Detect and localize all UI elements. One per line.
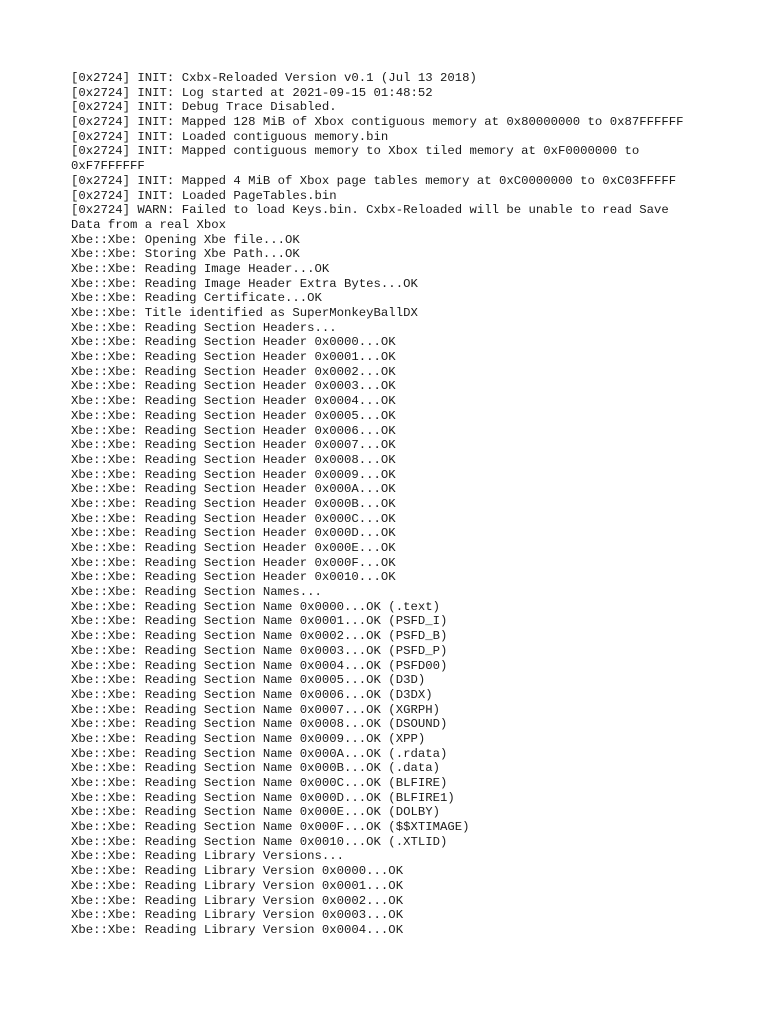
log-line: Xbe::Xbe: Reading Library Versions... bbox=[71, 849, 345, 864]
log-line: [0x2724] INIT: Mapped 128 MiB of Xbox contiguous memory at 0x80000000 to 0x87FFFFFF bbox=[71, 115, 684, 130]
log-line: Xbe::Xbe: Reading Section Name 0x0008...OK (DSOUND) bbox=[71, 717, 448, 732]
log-line: Xbe::Xbe: Reading Section Headers... bbox=[71, 320, 337, 335]
log-line: Xbe::Xbe: Reading Section Header 0x0010...OK bbox=[71, 570, 396, 585]
log-line: Xbe::Xbe: Reading Library Version 0x0001...OK bbox=[71, 878, 404, 893]
log-line: Xbe::Xbe: Reading Section Name 0x0003...OK (PSFD_P) bbox=[71, 643, 448, 658]
log-line: Data from a real Xbox bbox=[71, 217, 226, 232]
log-line: Xbe::Xbe: Reading Library Version 0x0002...OK bbox=[71, 893, 404, 908]
log-line: Xbe::Xbe: Reading Section Header 0x000A...OK bbox=[71, 482, 396, 497]
log-line: Xbe::Xbe: Reading Library Version 0x0003...OK bbox=[71, 908, 404, 923]
log-document bbox=[71, 71, 761, 938]
log-line: Xbe::Xbe: Reading Section Header 0x000C...OK bbox=[71, 511, 396, 526]
log-line: Xbe::Xbe: Reading Section Name 0x0001...OK (PSFD_I) bbox=[71, 614, 448, 629]
log-line: [0x2724] INIT: Debug Trace Disabled. bbox=[71, 100, 337, 115]
log-line: Xbe::Xbe: Reading Section Names... bbox=[71, 585, 322, 600]
log-line: Xbe::Xbe: Reading Section Header 0x0004...OK bbox=[71, 394, 396, 409]
log-line: Xbe::Xbe: Opening Xbe file...OK bbox=[71, 232, 300, 247]
log-line: Xbe::Xbe: Reading Section Name 0x000A...OK (.rdata) bbox=[71, 746, 448, 761]
log-line: Xbe::Xbe: Reading Section Name 0x0007...OK (XGRPH) bbox=[71, 702, 440, 717]
log-line: Xbe::Xbe: Reading Section Name 0x0002...OK (PSFD_B) bbox=[71, 629, 448, 644]
log-line: Xbe::Xbe: Reading Section Header 0x000E...OK bbox=[71, 541, 396, 555]
log-line: Xbe::Xbe: Reading Section Header 0x000D...OK bbox=[71, 526, 396, 541]
log-line: Xbe::Xbe: Reading Section Name 0x000B...OK (.data) bbox=[71, 761, 440, 776]
log-line: [0x2724] INIT: Mapped 4 MiB of Xbox page tables memory at 0xC0000000 to 0xC03FFFFF bbox=[71, 173, 677, 188]
log-line: Xbe::Xbe: Reading Section Name 0x0010...OK (.XTLID) bbox=[71, 834, 448, 849]
log-line: [0x2724] WARN: Failed to load Keys.bin. Cxbx-Reloaded will be unable to read Save bbox=[71, 203, 669, 218]
log-line: Xbe::Xbe: Reading Section Header 0x0005...OK bbox=[71, 408, 396, 423]
log-line: Xbe::Xbe: Reading Section Name 0x000E...OK (DOLBY) bbox=[71, 805, 440, 820]
log-line: Xbe::Xbe: Reading Section Header 0x000B...OK bbox=[71, 496, 396, 511]
log-line: Xbe::Xbe: Reading Section Header 0x0000...OK bbox=[71, 335, 396, 350]
log-line: Xbe::Xbe: Reading Section Name 0x000D...OK (BLFIRE1) bbox=[71, 790, 455, 805]
log-line: Xbe::Xbe: Reading Section Name 0x0005...OK (D3D) bbox=[71, 673, 426, 688]
log-line: [0x2724] INIT: Cxbx-Reloaded Version v0.1 (Jul 13 2018) bbox=[71, 71, 477, 85]
log-line: Xbe::Xbe: Reading Section Header 0x0002...OK bbox=[71, 364, 396, 379]
log-line: Xbe::Xbe: Reading Section Header 0x0007...OK bbox=[71, 438, 396, 453]
log-line: Xbe::Xbe: Reading Section Name 0x000F...OK ($$XTIMAGE) bbox=[71, 820, 470, 835]
log-line: Xbe::Xbe: Reading Section Header 0x0003...OK bbox=[71, 379, 396, 394]
log-line: Xbe::Xbe: Reading Section Header 0x0001...OK bbox=[71, 350, 396, 365]
log-line: [0x2724] INIT: Loaded contiguous memory.bin bbox=[71, 129, 389, 144]
log-line: Xbe::Xbe: Reading Certificate...OK bbox=[71, 291, 322, 306]
log-line: Xbe::Xbe: Reading Section Header 0x0006...OK bbox=[71, 423, 396, 438]
log-line: Xbe::Xbe: Reading Section Name 0x0004...OK (PSFD00) bbox=[71, 658, 448, 673]
log-line: Xbe::Xbe: Storing Xbe Path...OK bbox=[71, 247, 300, 262]
log-line: [0x2724] INIT: Mapped contiguous memory to Xbox tiled memory at 0xF0000000 to bbox=[71, 144, 640, 159]
log-line: [0x2724] INIT: Loaded PageTables.bin bbox=[71, 188, 337, 203]
log-line: Xbe::Xbe: Reading Image Header...OK bbox=[71, 261, 330, 276]
log-line: Xbe::Xbe: Reading Section Name 0x000C...OK (BLFIRE) bbox=[71, 776, 448, 790]
log-line: Xbe::Xbe: Title identified as SuperMonkeyBallDX bbox=[71, 306, 418, 320]
log-line: Xbe::Xbe: Reading Library Version 0x0004...OK bbox=[71, 922, 404, 937]
log-line: Xbe::Xbe: Reading Section Header 0x000F...OK bbox=[71, 555, 396, 570]
log-line: Xbe::Xbe: Reading Section Name 0x0000...OK (.text) bbox=[71, 599, 440, 614]
log-line: Xbe::Xbe: Reading Section Header 0x0009...OK bbox=[71, 467, 396, 482]
log-line: Xbe::Xbe: Reading Section Header 0x0008...OK bbox=[71, 452, 396, 467]
log-line: Xbe::Xbe: Reading Section Name 0x0009...OK (XPP) bbox=[71, 731, 426, 746]
log-line: Xbe::Xbe: Reading Library Version 0x0000...OK bbox=[71, 864, 404, 879]
log-line: Xbe::Xbe: Reading Image Header Extra Bytes...OK bbox=[71, 276, 418, 291]
log-line: 0xF7FFFFFF bbox=[71, 159, 145, 174]
log-line: Xbe::Xbe: Reading Section Name 0x0006...OK (D3DX) bbox=[71, 687, 433, 702]
log-line: [0x2724] INIT: Log started at 2021-09-15 01:48:52 bbox=[71, 85, 433, 100]
